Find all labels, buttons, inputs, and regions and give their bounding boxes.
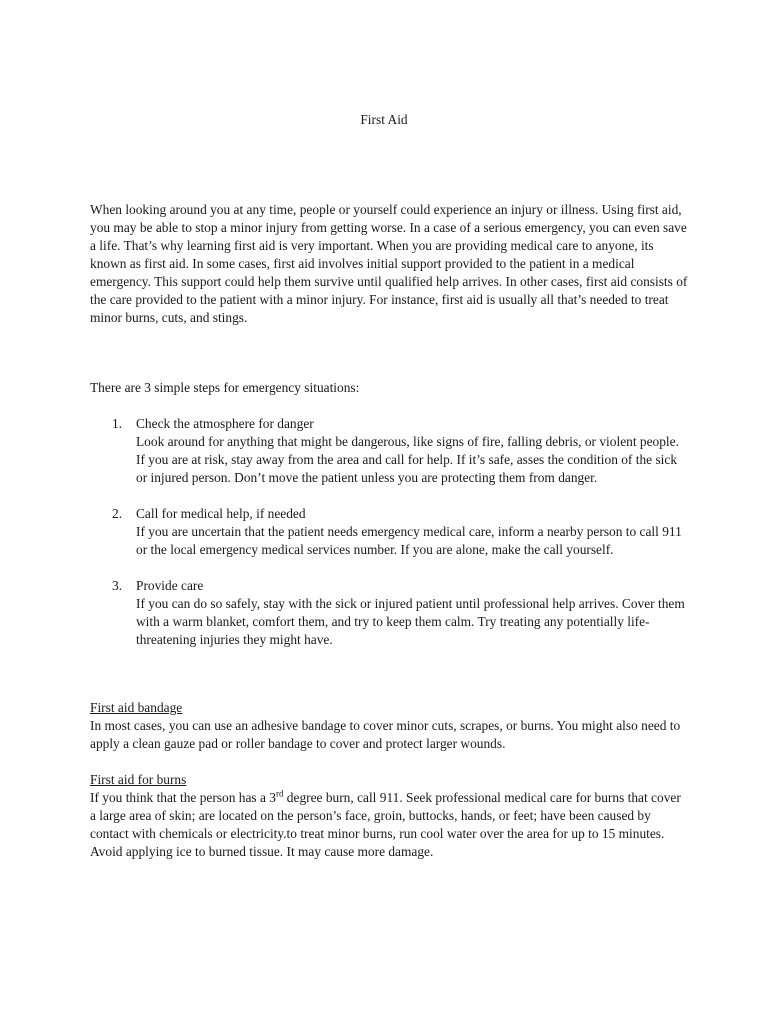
intro-paragraph: When looking around you at any time, people or yourself could experience an injury or illness. Using first aid, you may be able to stop a minor injury from getting worse. In a case of a serious emergency, you can even save a life. That’s why learning first aid is very important. When you are providing medical care to anyone, its known as first aid. In some cases, first aid involves initial support provided to the patient in a medical emergency. This support could help them survive until qualified help arrives. In other cases, first aid consists of the care provided to the patient with a minor injury. For instance, first aid is usually all that’s needed to treat minor burns, cuts, and stings.: [90, 202, 688, 325]
steps-list: [90, 415, 690, 667]
page-title: First Aid: [360, 112, 408, 127]
burns-body-end: degree burn, call 911. Seek professional medical care for burns that cover a large area of skin; are located on the person’s face, groin, buttocks, hands, or feet; have been caused by contact with chemicals or electricity.to treat minor burns, run cool water over the area for up to 15 minutes. Avoid applying ice to burned tissue. It may cause more damage.: [90, 790, 681, 859]
bandage-heading: First aid bandage: [90, 700, 183, 715]
step-body: If you are uncertain that the patient needs emergency medical care, inform a nearby person to call 911 or the local emergency medical services number. If you are alone, make the call yourself.: [136, 524, 682, 557]
burns-body-start: If you think that the person has a 3: [90, 790, 276, 805]
step-item: [90, 577, 690, 649]
step-heading: Provide care: [136, 578, 204, 593]
step-heading: Call for medical help, if needed: [136, 506, 306, 521]
bandage-body: In most cases, you can use an adhesive bandage to cover minor cuts, scrapes, or burns. You might also need to apply a clean gauze pad or roller bandage to cover and protect larger wounds.: [90, 718, 681, 751]
step-number: 2.: [112, 506, 123, 521]
degree-superscript: rd: [275, 788, 284, 799]
step-body: If you can do so safely, stay with the sick or injured patient until professional help arrives. Cover them with a warm blanket, comfort them, and try to keep them calm. Try treating any potentially life-threatening injuries they might have.: [136, 596, 685, 647]
step-item: [90, 415, 690, 487]
step-item: [90, 505, 690, 559]
burns-body: [90, 789, 690, 861]
step-number: 3.: [112, 578, 123, 593]
step-heading: Check the atmosphere for danger: [136, 416, 314, 431]
step-number: 1.: [112, 416, 123, 431]
bandage-section: [90, 699, 690, 753]
burns-heading: First aid for burns: [90, 772, 187, 787]
steps-intro: There are 3 simple steps for emergency situations:: [90, 380, 360, 395]
burns-section: [90, 771, 690, 861]
step-body: Look around for anything that might be dangerous, like signs of fire, falling debris, or violent people. If you are at risk, stay away from the area and call for help. If it’s safe, asses the condition of the sick or injured person. Don’t move the patient unless you are protecting them from danger.: [136, 434, 679, 485]
